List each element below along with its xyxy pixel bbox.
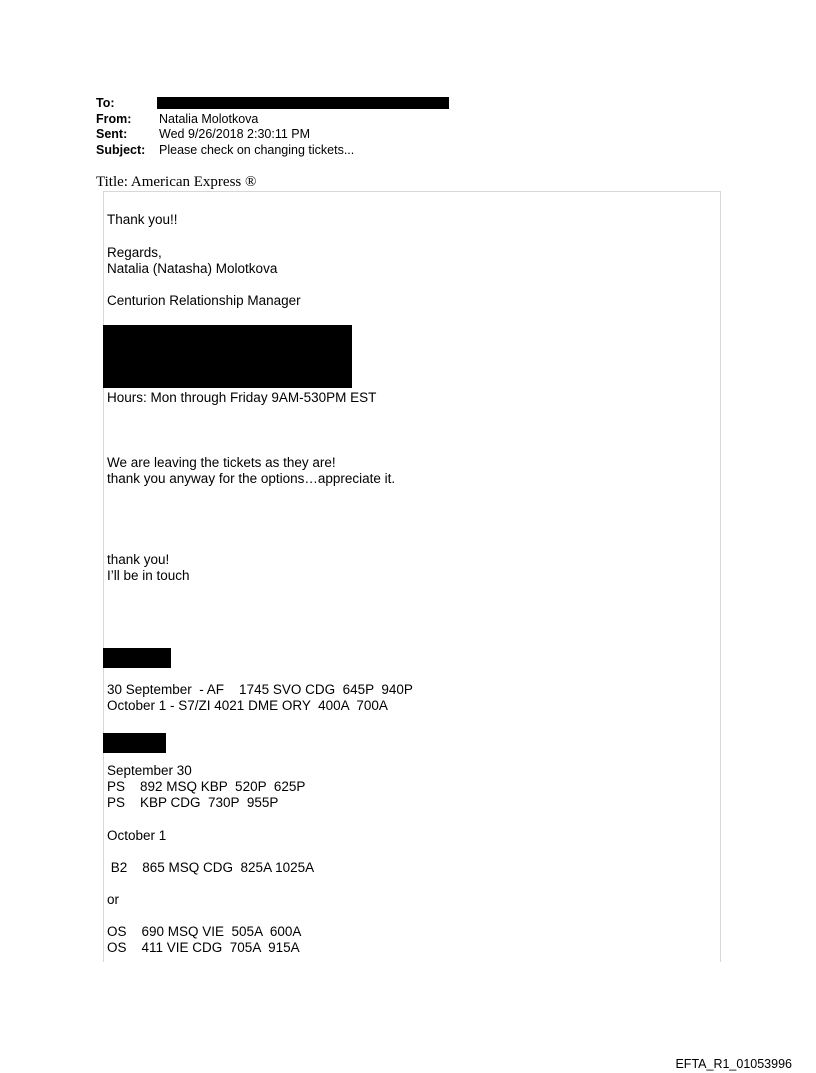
leaving-line-2: thank you anyway for the options…appreciate it. xyxy=(107,471,396,486)
from-label: From: xyxy=(96,111,132,126)
redaction-recipient xyxy=(157,97,449,109)
redaction-name-2 xyxy=(103,733,166,753)
document-id: EFTA_R1_01053996 xyxy=(675,1057,792,1071)
touch-line-1: thank you! xyxy=(107,552,170,567)
flight-option-b-line-1: PS 892 MSQ KBP 520P 625P xyxy=(107,779,306,794)
subject-value: Please check on changing tickets... xyxy=(159,142,355,157)
from-value: Natalia Molotkova xyxy=(159,111,259,126)
redaction-contact-block xyxy=(103,325,352,388)
signature-name: Natalia (Natasha) Molotkova xyxy=(107,261,278,276)
touch-line-2: I’ll be in touch xyxy=(107,568,190,583)
hours-text: Hours: Mon through Friday 9AM-530PM EST xyxy=(107,390,377,405)
sent-row xyxy=(96,127,354,143)
sent-value: Wed 9/26/2018 2:30:11 PM xyxy=(159,127,311,141)
thanks-text: Thank you!! xyxy=(107,212,178,227)
title-line: Title: American Express ® xyxy=(96,174,257,190)
flight-option-d-line-1: OS 690 MSQ VIE 505A 600A xyxy=(107,924,302,939)
flight-option-a-line-1: 30 September - AF 1745 SVO CDG 645P 940P xyxy=(107,682,413,697)
date-october-1: October 1 xyxy=(107,828,167,843)
sent-label: Sent: xyxy=(96,127,128,141)
redaction-name-1 xyxy=(103,648,171,668)
flight-option-c-line-1: B2 865 MSQ CDG 825A 1025A xyxy=(107,860,315,875)
regards-text: Regards, xyxy=(107,245,162,260)
to-label: To: xyxy=(96,96,115,110)
signature-title: Centurion Relationship Manager xyxy=(107,293,301,308)
from-row xyxy=(96,112,354,128)
date-september-30: September 30 xyxy=(107,763,192,778)
subject-label: Subject: xyxy=(96,142,146,157)
flight-option-b-line-2: PS KBP CDG 730P 955P xyxy=(107,795,279,810)
subject-row xyxy=(96,143,354,159)
leaving-line-1: We are leaving the tickets as they are! xyxy=(107,455,336,470)
or-text: or xyxy=(107,892,120,907)
flight-option-d-line-2: OS 411 VIE CDG 705A 915A xyxy=(107,940,300,955)
flight-option-a-line-2: October 1 - S7/ZI 4021 DME ORY 400A 700A xyxy=(107,698,388,713)
